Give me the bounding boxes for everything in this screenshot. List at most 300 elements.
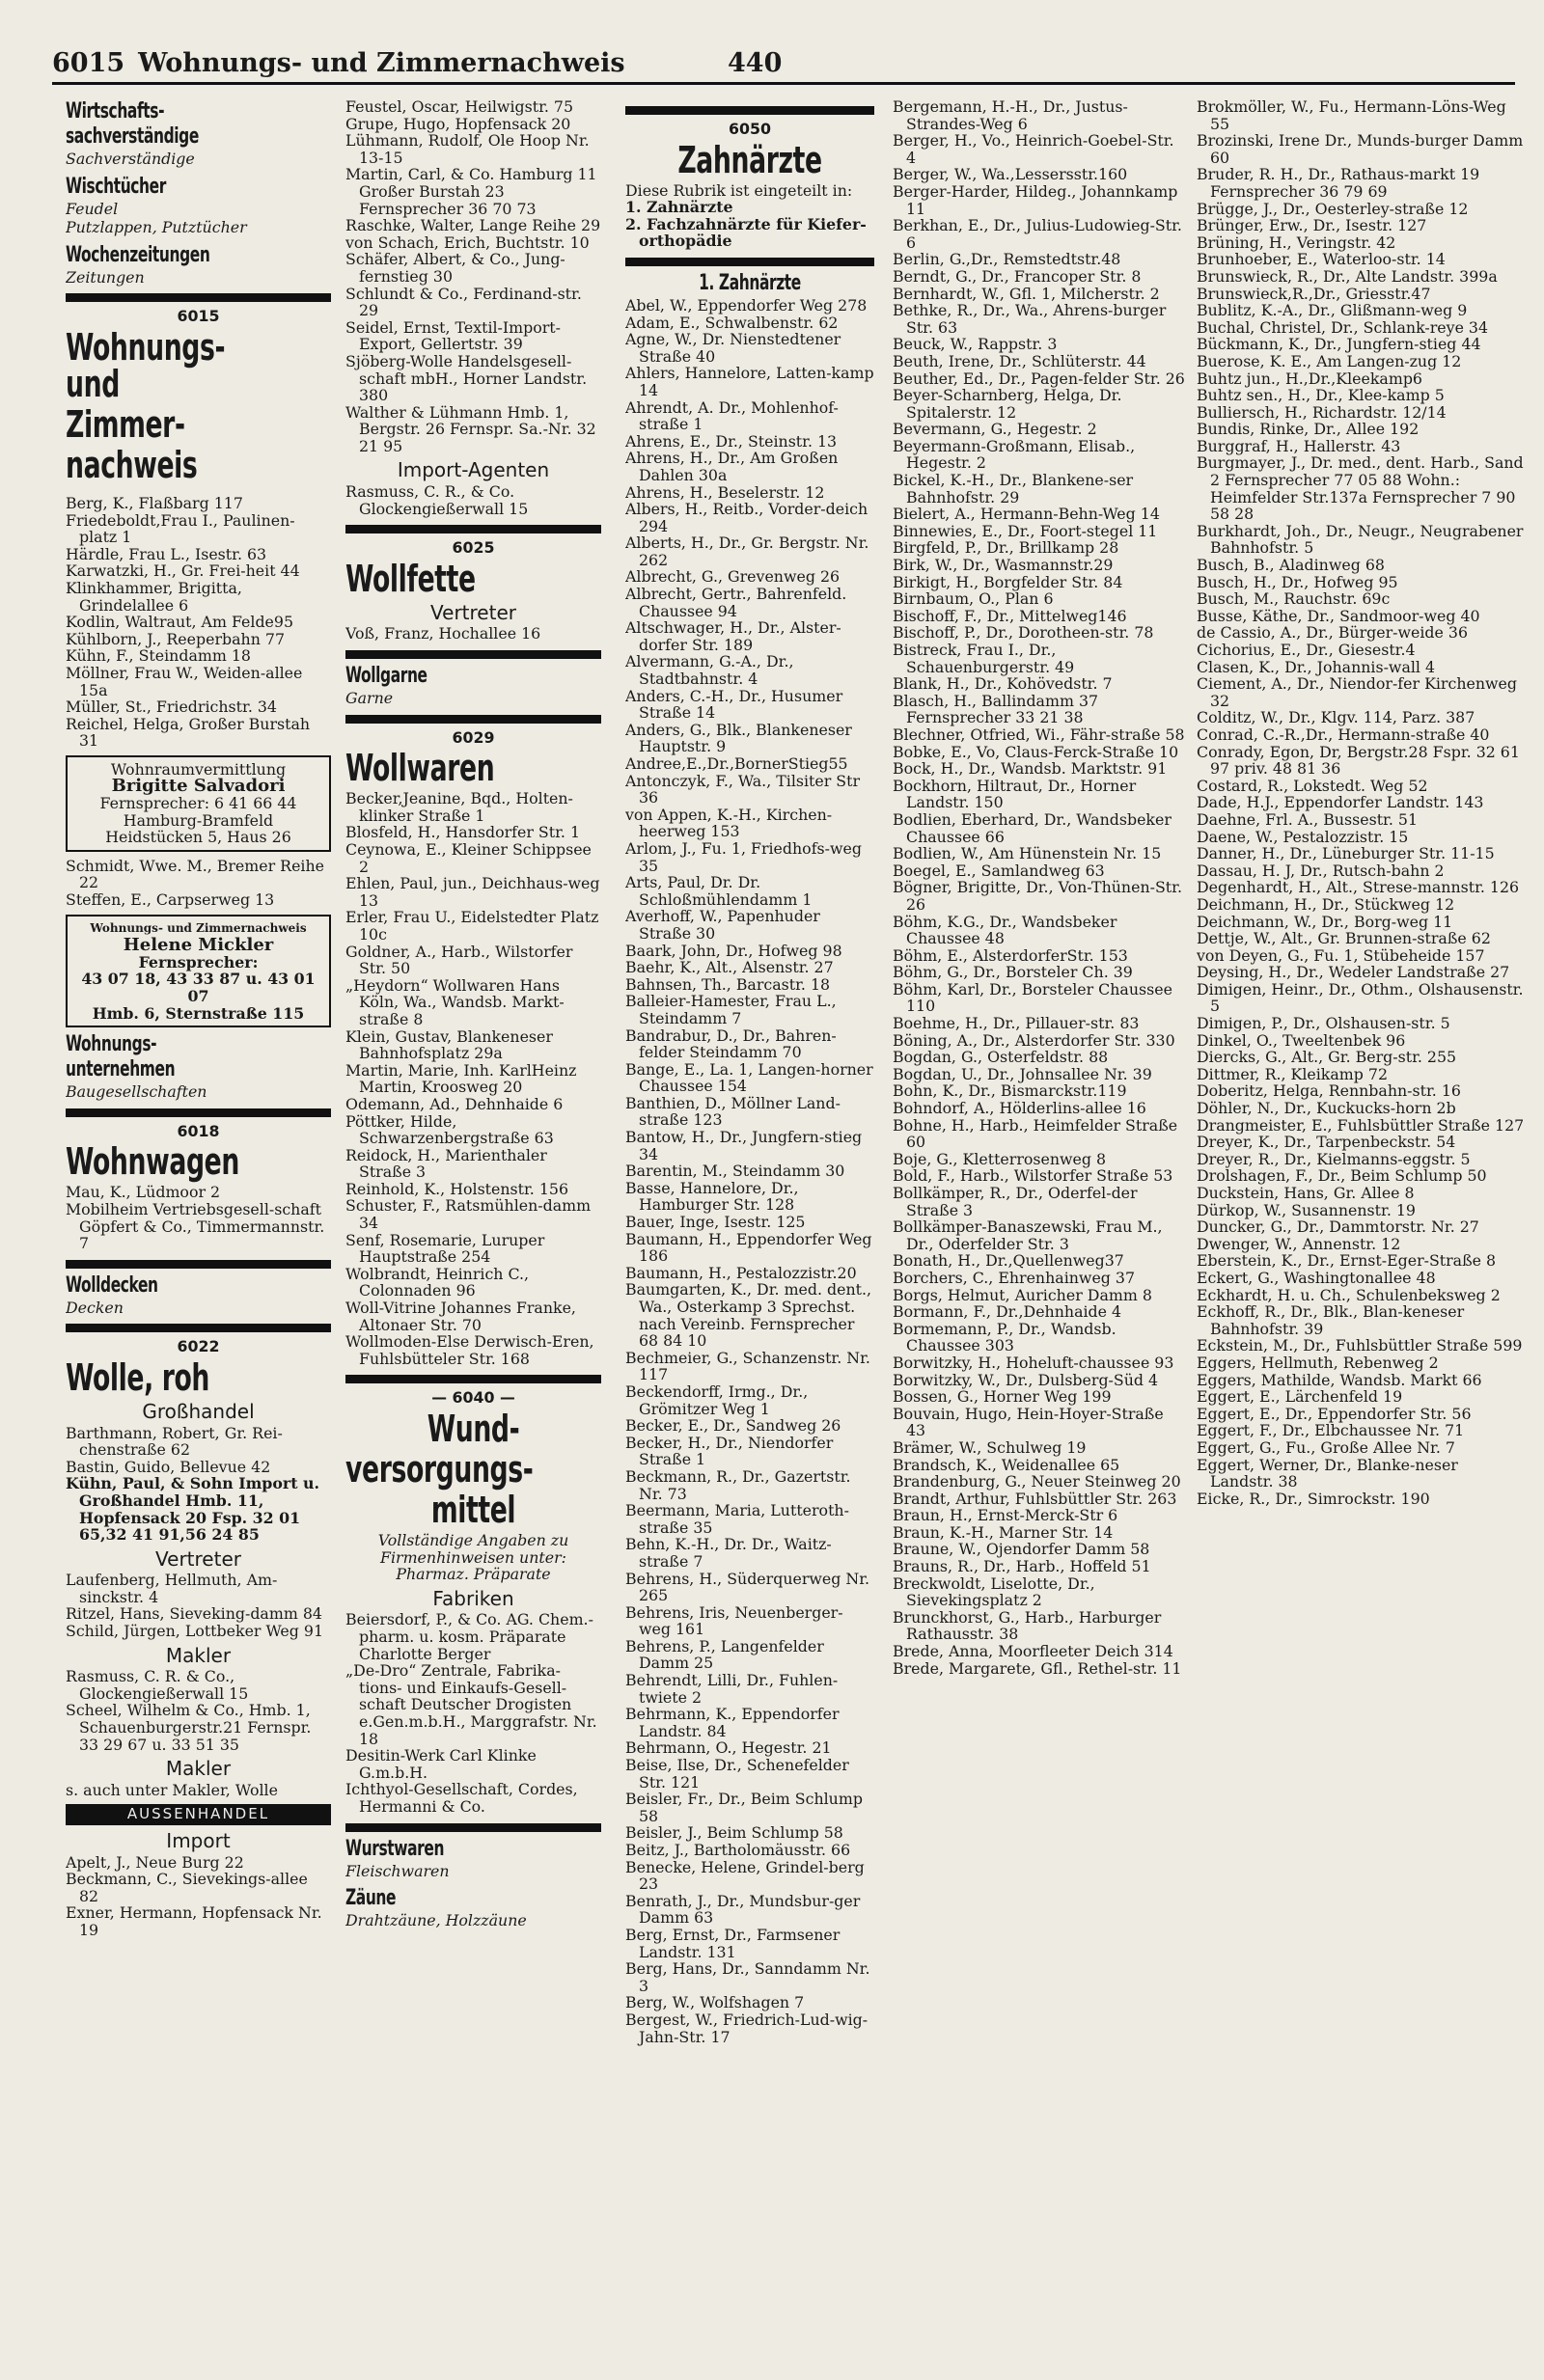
list-item: Ahrens, E., Dr., Steinstr. 13 — [625, 431, 838, 451]
list-item: Dimigen, Heinr., Dr., Othm., Olshausenstr. 5 — [1197, 979, 1524, 1016]
heading-wischtuecher: Wischtücher — [66, 174, 166, 199]
heading-wirtschafts: Wirtschafts- — [66, 99, 165, 123]
list-item: Brede, Margarete, Gfl., Rethel-str. 11 — [893, 1658, 1182, 1678]
subheading-import: Import — [166, 1829, 231, 1852]
list-item: Brozinski, Irene Dr., Munds-burger Damm 60 — [1197, 131, 1524, 167]
list-item: Dassau, H. J, Dr., Rutsch-bahn 2 — [1197, 861, 1445, 880]
list-item: Bauer, Inge, Isestr. 125 — [625, 1213, 806, 1232]
subheading-vertreter: Vertreter — [155, 1546, 241, 1571]
list-item: Apelt, J., Neue Burg 22 — [66, 1852, 244, 1872]
list-item: Möllner, Frau W., Weiden-allee 15a — [66, 663, 303, 699]
list-item: Bohn, K., Dr., Bismarckstr.119 — [893, 1081, 1127, 1101]
list-item: Böhm, K.G., Dr., Wandsbeker Chaussee 48 — [893, 912, 1117, 948]
list-item: Boegel, E., Samlandweg 63 — [893, 861, 1105, 880]
heading-wund: Wund- — [427, 1408, 520, 1450]
heading-wurstwaren: Wurstwaren — [345, 1836, 445, 1861]
list-item: Brokmöller, W., Fu., Hermann-Löns-Weg 55 — [1197, 98, 1506, 133]
list-item: Borwitzky, W., Dr., Dulsberg-Süd 4 — [893, 1370, 1159, 1389]
list-item: Klein, Gustav, Blankeneser Bahnhofsplatz 29a — [345, 1026, 553, 1063]
list-item: Brünger, Erw., Dr., Isestr. 127 — [1197, 216, 1427, 235]
list-item: Brunhoeber, E., Waterloo-str. 14 — [1197, 250, 1446, 269]
list-item: Basse, Hannelore, Dr., Hamburger Str. 128 — [625, 1178, 799, 1215]
list-item: Becker, E., Dr., Sandweg 26 — [625, 1416, 841, 1436]
list-item: Bernhardt, W., Gfl. 1, Milcherstr. 2 — [893, 284, 1160, 303]
subheading: Decken — [66, 1298, 124, 1317]
advert-line: Fernsprecher: 6 41 66 44 — [99, 794, 297, 813]
list-item: Buchal, Christel, Dr., Schlank-reye 34 — [1197, 317, 1489, 337]
list-item: Birnbaum, O., Plan 6 — [893, 589, 1054, 609]
list-item: Beermann, Maria, Lutteroth-straße 35 — [625, 1501, 849, 1537]
list-item: Eckert, G., Washingtonallee 48 — [1197, 1268, 1436, 1287]
heading-wochenzeitungen: Wochenzeitungen — [66, 242, 210, 267]
list-item: Odemann, Ad., Dehnhaide 6 — [345, 1094, 564, 1113]
section-number: 6015 — [177, 307, 220, 326]
list-item: Dreyer, R., Dr., Kielmanns-eggstr. 5 — [1197, 1149, 1471, 1168]
heading-wohnungsunternehmen: Wohnungs- — [66, 1032, 157, 1057]
list-item: Beuth, Irene, Dr., Schlüterstr. 44 — [893, 351, 1146, 370]
list-item: Berger, H., Vo., Heinrich-Goebel-Str. 4 — [893, 131, 1174, 167]
list-item: Bevermann, G., Hegestr. 2 — [893, 420, 1097, 439]
list-item: Braune, W., Ojendorfer Damm 58 — [893, 1540, 1150, 1559]
list-item: Brunckhorst, G., Harb., Harburger Rathausstr. 38 — [893, 1607, 1162, 1644]
list-item: Schlundt & Co., Ferdinand-str. 29 — [345, 284, 582, 320]
list-item: Rasmuss, C. R. & Co., Glockengießerwall 15 — [66, 1667, 249, 1703]
list-item: Bold, F., Harb., Wilstorfer Straße 53 — [893, 1166, 1173, 1186]
list-item: Braun, H., Ernst-Merck-Str 6 — [893, 1506, 1118, 1525]
list-item: Burgmayer, J., Dr. med., dent. Harb., Sand 2 Fernsprecher 77 05 88 Wohn.: Heimfelder Str.137a Fernsprecher 7 90 58 28 — [1197, 453, 1524, 524]
list-item: Ichthyol-Gesellschaft, Cordes, Hermanni & Co. — [345, 1780, 578, 1816]
list-item: Brandsch, K., Weidenallee 65 — [893, 1455, 1120, 1474]
heading-wollgarne: Wollgarne — [345, 664, 427, 689]
list-item: Exner, Hermann, Hopfensack Nr. 19 — [66, 1903, 322, 1939]
advert-salvadori — [66, 755, 331, 852]
list-item: Behrens, P., Langenfelder Damm 25 — [625, 1636, 824, 1673]
list-item: von Appen, K.-H., Kirchen-heerweg 153 — [625, 805, 833, 841]
list-item: Baumgarten, K., Dr. med. dent., Wa., Osterkamp 3 Sprechst. nach Vereinb. Fernsprecher 68 84 10 — [625, 1280, 872, 1351]
list-item: Reidock, H., Marienthaler Straße 3 — [345, 1145, 547, 1182]
list-item: Bischoff, F., Dr., Mittelweg146 — [893, 606, 1127, 625]
heading-zimmer: Zimmer- — [66, 402, 185, 446]
advert-name: Helene Mickler — [123, 935, 274, 956]
section-number: 6018 — [177, 1121, 220, 1140]
list-item: Bodlien, W., Am Hünenstein Nr. 15 — [893, 844, 1162, 863]
list-item: Boehme, H., Dr., Pillauer-str. 83 — [893, 1014, 1140, 1033]
heading-wollfette: Wollfette — [345, 557, 476, 600]
list-item: Behrens, H., Süderquerweg Nr. 265 — [625, 1569, 870, 1605]
list-item: Eckhardt, H. u. Ch., Schulenbeksweg 2 — [1197, 1285, 1501, 1304]
section-number: 6050 — [729, 120, 771, 138]
subheading-makler: Makler — [165, 1643, 232, 1667]
list-item: Bandrabur, D., Dr., Bahren-felder Steindamm 70 — [625, 1026, 837, 1062]
list-item: Birkigt, H., Borgfelder Str. 84 — [893, 572, 1123, 591]
list-item: Albrecht, G., Grevenweg 26 — [625, 567, 841, 587]
list-item: von Schach, Erich, Buchtstr. 10 — [345, 233, 590, 252]
advert-name: Brigitte Salvadori — [111, 776, 286, 797]
column-5 — [1197, 98, 1525, 2366]
list-item: Bickel, K.-H., Dr., Blankene-ser Bahnhofstr. 29 — [893, 471, 1134, 506]
list-item: Beuck, W., Rappstr. 3 — [893, 335, 1058, 354]
list-item: Albrecht, Gertr., Bahrenfeld. Chaussee 94 — [625, 585, 847, 620]
list-item: Cichorius, E., Dr., Giesestr.4 — [1197, 641, 1416, 659]
list-item: Bohndorf, A., Hölderlins-allee 16 — [893, 1099, 1146, 1118]
list-item: Drangmeister, E., Fuhlsbüttler Straße 127 — [1197, 1115, 1525, 1135]
divider — [66, 1260, 331, 1269]
heading-wohnwagen: Wohnwagen — [66, 1140, 239, 1184]
list-item: Banthien, D., Möllner Land-straße 123 — [625, 1093, 841, 1130]
list-item: Balleier-Hamester, Frau L., Steindamm 7 — [625, 992, 837, 1027]
list-item: Burggraf, H., Hallerstr. 43 — [1197, 436, 1401, 455]
list-item: Bange, E., La. 1, Langen-horner Chaussee 154 — [625, 1059, 873, 1096]
subheading: Baugesellschaften — [66, 1082, 207, 1102]
section-number: 6022 — [177, 1337, 220, 1356]
heading-wolle-roh: Wolle, roh — [66, 1355, 210, 1399]
list-item: Pöttker, Hilde, Schwarzenbergstraße 63 — [345, 1111, 554, 1148]
page-number: 440 — [728, 48, 783, 78]
divider — [345, 1823, 601, 1832]
list-item: Busse, Käthe, Dr., Sandmoor-weg 40 — [1197, 606, 1480, 625]
entries-list — [345, 98, 601, 454]
list-item: Brandt, Arthur, Fuhlsbüttler Str. 263 — [893, 1489, 1177, 1508]
heading-wolldecken: Wolldecken — [66, 1272, 158, 1298]
list-item: Averhoff, W., Papenhuder Straße 30 — [625, 907, 820, 943]
list-item: Anders, G., Blk., Blankeneser Hauptstr. 9 — [625, 720, 852, 756]
list-item: Borgs, Helmut, Auricher Damm 8 — [893, 1285, 1152, 1304]
list-item: Brunswieck,R.,Dr., Griesstr.47 — [1197, 284, 1431, 303]
list-item: Reinhold, K., Holstenstr. 156 — [345, 1179, 569, 1198]
list-item: Ahrendt, A. Dr., Mohlenhof-straße 1 — [625, 397, 839, 434]
list-item: Müller, St., Friedrichstr. 34 — [66, 698, 277, 717]
heading-1-zahnaerzte: 1. Zahnärzte — [699, 270, 801, 295]
list-item: Voß, Franz, Hochallee 16 — [345, 624, 541, 643]
list-item: Bögner, Brigitte, Dr., Von-Thünen-Str. 26 — [893, 878, 1182, 914]
list-item: Schild, Jürgen, Lottbeker Weg 91 — [66, 1622, 324, 1641]
list-item: Behrens, Iris, Neuenberger-weg 161 — [625, 1602, 843, 1639]
list-item: Adam, E., Schwalbenstr. 62 — [625, 313, 839, 332]
list-item: Laufenberg, Hellmuth, Am-sinckstr. 4 — [66, 1571, 278, 1606]
list-item: Wolbrandt, Heinrich C., Colonnaden 96 — [345, 1264, 530, 1300]
list-item: Böning, A., Dr., Alsterdorfer Str. 330 — [893, 1030, 1175, 1050]
list-item: Bossen, G., Horner Weg 199 — [893, 1387, 1112, 1407]
divider — [66, 1324, 331, 1332]
list-item: Baumann, H., Pestalozzistr.20 — [625, 1263, 857, 1282]
list-item: Bogdan, U., Dr., Johnsallee Nr. 39 — [893, 1064, 1152, 1083]
list-item: Becker, H., Dr., Niendorfer Straße 1 — [625, 1433, 834, 1469]
section-number: 6025 — [452, 538, 495, 558]
list-item: Karwatzki, H., Gr. Frei-heit 44 — [66, 561, 300, 581]
list-item: Dimigen, P., Dr., Olshausen-str. 5 — [1197, 1014, 1450, 1033]
list-item: Eckstein, M., Dr., Fuhlsbüttler Straße 599 — [1197, 1336, 1523, 1355]
list-item: Bergest, W., Friedrich-Lud-wig-Jahn-Str. 17 — [625, 2010, 868, 2046]
list-item: Bohne, H., Harb., Heimfelder Straße 60 — [893, 1115, 1178, 1152]
list-item: Ahrens, H., Dr., Am Großen Dahlen 30a — [625, 449, 839, 484]
list-item: Behrmann, K., Eppendorfer Landstr. 84 — [625, 1705, 840, 1740]
list-item: Beiersdorf, P., & Co. AG. Chem.-pharm. u. kosm. Präparate Charlotte Berger — [345, 1610, 593, 1663]
note-item: 1. Zahnärzte — [625, 198, 733, 217]
list-item: Buhtz jun., H.,Dr.,Kleekamp6 — [1197, 369, 1422, 388]
list-item: Bückmann, K., Dr., Jungfern-stieg 44 — [1197, 335, 1481, 354]
list-item: Baehr, K., Alt., Alsenstr. 27 — [625, 958, 834, 977]
list-item: Danner, H., Dr., Lüneburger Str. 11-15 — [1197, 844, 1495, 863]
list-item: Alberts, H., Dr., Gr. Bergstr. Nr. 262 — [625, 533, 869, 569]
advert-line: Fernsprecher: — [138, 952, 259, 971]
list-item: Böhm, G., Dr., Borsteler Ch. 39 — [893, 963, 1133, 982]
column-3 — [625, 98, 874, 2366]
list-item: Feustel, Oscar, Heilwigstr. 75 — [345, 98, 574, 116]
list-item: Bruder, R. H., Dr., Rathaus-markt 19 Fernsprecher 36 79 69 — [1197, 165, 1480, 201]
list-item: Conrady, Egon, Dr, Bergstr.28 Fspr. 32 61 97 priv. 48 81 36 — [1197, 742, 1520, 779]
entries-list — [345, 790, 601, 1367]
list-item: Dade, H.J., Eppendorfer Landstr. 143 — [1197, 793, 1484, 812]
subheading: Zeitungen — [66, 267, 145, 287]
list-item: Boje, G., Kletterrosenweg 8 — [893, 1149, 1107, 1168]
list-item: Bischoff, P., Dr., Dorotheen-str. 78 — [893, 623, 1154, 643]
list-item: Burkhardt, Joh., Dr., Neugr., Neugrabener Bahnhofstr. 5 — [1197, 521, 1524, 558]
list-item: Brämer, W., Schulweg 19 — [893, 1437, 1087, 1457]
list-item: Anders, C.-H., Dr., Husumer Straße 14 — [625, 686, 843, 723]
list-item: Martin, Carl, & Co. Hamburg 11 Großer Burstah 23 Fernsprecher 36 70 73 — [345, 165, 597, 218]
list-item: Schmidt, Wwe. M., Bremer Reihe 22 — [66, 856, 324, 892]
subheading: Feudel — [66, 199, 119, 218]
advert-line: Heidstücken 5, Haus 26 — [105, 828, 291, 847]
list-item: Walther & Lühmann Hmb. 1, Bergstr. 26 Fernspr. Sa.-Nr. 32 21 95 — [345, 402, 596, 455]
list-item: Degenhardt, H., Alt., Strese-mannstr. 126 — [1197, 878, 1520, 897]
list-item: Bormemann, P., Dr., Wandsb. Chaussee 303 — [893, 1319, 1117, 1355]
list-item: Diercks, G., Alt., Gr. Berg-str. 255 — [1197, 1048, 1457, 1067]
divider — [625, 258, 874, 266]
note-item: 2. Fachzahnärzte für Kiefer-orthopädie — [625, 214, 867, 251]
cross-reference: s. auch unter Makler, Wolle — [66, 1780, 278, 1799]
list-item: Kühn, F., Steindamm 18 — [66, 646, 251, 666]
list-item: Lühmann, Rudolf, Ole Hoop Nr. 13-15 — [345, 131, 590, 167]
list-item: Becker,Jeanine, Bqd., Holten-klinker Straße 1 — [345, 789, 573, 825]
note: Diese Rubrik ist eingeteilt in: — [625, 180, 853, 200]
list-item: Ahlers, Hannelore, Latten-kamp 14 — [625, 364, 874, 399]
heading-wohnungs: Wohnungs- und — [66, 325, 226, 405]
list-item: Deichmann, H., Dr., Stückweg 12 — [1197, 894, 1455, 914]
divider — [66, 293, 331, 302]
list-item: Schäfer, Albert, & Co., Jung-fernstieg 30 — [345, 250, 565, 286]
heading-zahnaerzte: Zahnärzte — [677, 138, 822, 181]
list-item: Beckmann, R., Dr., Gazertstr. Nr. 73 — [625, 1466, 851, 1503]
list-item: Beyermann-Großmann, Elisab., Hegestr. 2 — [893, 436, 1136, 473]
list-item: Ahrens, H., Beselerstr. 12 — [625, 482, 825, 502]
list-item: Berndt, G., Dr., Francoper Str. 8 — [893, 266, 1142, 286]
list-item: Brüning, H., Veringstr. 42 — [1197, 233, 1396, 252]
heading-zaeune: Zäune — [345, 1886, 397, 1911]
list-item: Erler, Frau U., Eidelstedter Platz 10c — [345, 908, 599, 944]
list-item: Brauns, R., Dr., Harb., Hoffeld 51 — [893, 1557, 1151, 1576]
list-item: Kühn, Paul, & Sohn Import u. Großhandel Hmb. 11, Hopfensack 20 Fsp. 32 01 65,32 41 91,56 24 85 — [66, 1474, 319, 1545]
list-item: Böhm, Karl, Dr., Borsteler Chaussee 110 — [893, 979, 1172, 1016]
list-item: Eggert, E., Lärchenfeld 19 — [1197, 1387, 1403, 1407]
subheading-fabriken: Fabriken — [432, 1586, 514, 1610]
list-item: Beisler, Fr., Dr., Beim Schlump 58 — [625, 1790, 863, 1825]
list-item: Deichmann, W., Dr., Borg-weg 11 — [1197, 912, 1453, 931]
list-item: Andree,E.,Dr.,BornerStieg55 — [625, 754, 848, 773]
list-item: Eggers, Hellmuth, Rebenweg 2 — [1197, 1353, 1439, 1372]
list-item: Arts, Paul, Dr. Dr. Schloßmühlendamm 1 — [625, 873, 813, 909]
list-item: Colditz, W., Dr., Klgv. 114, Parz. 387 — [1197, 708, 1475, 727]
list-item: Daehne, Frl. A., Bussestr. 51 — [1197, 809, 1419, 829]
list-item: Agne, W., Dr. Nienstedtener Straße 40 — [625, 330, 841, 366]
list-item: Eicke, R., Dr., Simrockstr. 190 — [1197, 1489, 1430, 1508]
list-item: Drolshagen, F., Dr., Beim Schlump 50 — [1197, 1166, 1487, 1186]
list-item: Busch, M., Rauchstr. 69c — [1197, 589, 1391, 609]
list-item: Doberitz, Helga, Rennbahn-str. 16 — [1197, 1081, 1461, 1101]
list-item: Barthmann, Robert, Gr. Rei-chenstraße 62 — [66, 1423, 283, 1460]
divider — [625, 106, 874, 115]
list-item: Clasen, K., Dr., Johannis-wall 4 — [1197, 657, 1436, 676]
divider — [345, 1375, 601, 1383]
list-item: Bastin, Guido, Bellevue 42 — [66, 1457, 271, 1476]
advert-line: 43 07 18, 43 33 87 u. 43 01 07 — [81, 970, 316, 1005]
list-item: Blosfeld, H., Hansdorfer Str. 1 — [345, 823, 581, 842]
list-item: Birgfeld, P., Dr., Brillkamp 28 — [893, 538, 1119, 558]
list-item: Senf, Rosemarie, Luruper Hauptstraße 254 — [345, 1230, 545, 1267]
advert-mickler — [66, 915, 331, 1028]
list-item: Ehlen, Paul, jun., Deichhaus-weg 13 — [345, 874, 600, 910]
list-item: Berger-Harder, Hildeg., Johannkamp 11 — [893, 181, 1178, 218]
list-item: Ceynowa, E., Kleiner Schippsee 2 — [345, 840, 592, 876]
section-number: 6029 — [452, 727, 495, 747]
list-item: Sjöberg-Wolle Handelsgesell-schaft mbH., Horner Landstr. 380 — [345, 351, 588, 405]
advert-line: Wohnungs- und Zimmernachweis — [90, 920, 307, 935]
list-item: Bulliersch, H., Richardstr. 12/14 — [1197, 402, 1447, 422]
divider — [66, 1108, 331, 1117]
list-item: Daene, W., Pestalozzistr. 15 — [1197, 827, 1409, 846]
list-item: Behn, K.-H., Dr. Dr., Waitz-straße 7 — [625, 1535, 832, 1571]
list-item: Brandenburg, G., Neuer Steinweg 20 — [893, 1472, 1181, 1491]
list-item: Birk, W., Dr., Wasmannstr.29 — [893, 556, 1114, 575]
column-4 — [893, 98, 1187, 2366]
list-item: Scheel, Wilhelm & Co., Hmb. 1, Schauenburgerstr.21 Fernspr. 33 29 67 u. 33 51 35 — [66, 1701, 312, 1754]
list-item: Antonczyk, F., Wa., Tilsiter Str 36 — [625, 771, 861, 807]
list-item: Bouvain, Hugo, Hein-Hoyer-Straße 43 — [893, 1404, 1164, 1440]
list-item: Goldner, A., Harb., Wilstorfer Str. 50 — [345, 942, 573, 978]
list-item: Kühlborn, J., Reeperbahn 77 — [66, 629, 286, 648]
list-item: „Heydorn“ Wollwaren Hans Köln, Wa., Wandsb. Markt-straße 8 — [345, 975, 565, 1028]
list-item: Grupe, Hugo, Hopfensack 20 — [345, 114, 571, 133]
entries-list — [66, 495, 331, 750]
list-item: Bockhorn, Hiltraut, Dr., Horner Landstr. 150 — [893, 776, 1137, 812]
list-item: de Cassio, A., Dr., Bürger-weide 36 — [1197, 623, 1469, 643]
list-item: Bahnsen, Th., Barcastr. 18 — [625, 974, 831, 994]
list-item: Blasch, H., Ballindamm 37 Fernsprecher 33 21 38 — [893, 691, 1099, 727]
list-item: Böhm, E., AlsterdorferStr. 153 — [893, 945, 1128, 965]
list-item: Arlom, J., Fu. 1, Friedhofs-weg 35 — [625, 838, 862, 875]
list-item: Bogdan, G., Osterfeldstr. 88 — [893, 1048, 1109, 1067]
list-item: Borwitzky, H., Hoheluft-chaussee 93 — [893, 1353, 1174, 1372]
entries-list — [625, 297, 874, 2045]
list-item: Eggert, F., Dr., Elbchaussee Nr. 71 — [1197, 1421, 1465, 1440]
list-item: Berkhan, E., Dr., Julius-Ludowieg-Str. 6 — [893, 216, 1182, 252]
list-item: Bormann, F., Dr.,Dehnhaide 4 — [893, 1302, 1122, 1322]
list-item: Bock, H., Dr., Wandsb. Marktstr. 91 — [893, 759, 1168, 779]
list-item: Eggers, Mathilde, Wandsb. Markt 66 — [1197, 1370, 1482, 1389]
advert-line: Hamburg-Bramfeld — [123, 810, 274, 830]
list-item: Berlin, G.,Dr., Remstedtstr.48 — [893, 250, 1121, 269]
heading-versorgungs: versorgungs- — [345, 1448, 534, 1491]
note: Vollständige Angaben zu Firmenhinweisen unter: Pharmaz. Präparate — [377, 1531, 569, 1584]
heading-sachverstaendige: sachverständige — [66, 124, 199, 149]
entries-list — [893, 98, 1187, 1677]
list-item: Härdle, Frau L., Isestr. 63 — [66, 544, 267, 563]
column-1 — [66, 98, 331, 2366]
divider — [345, 525, 601, 533]
subheading: Sachverständige — [66, 150, 195, 168]
advert-line: Hmb. 6, Sternstraße 115 — [92, 1003, 305, 1023]
list-item: Dreyer, K., Dr., Tarpenbeckstr. 54 — [1197, 1133, 1456, 1152]
list-item: Buerose, K. E., Am Langen-zug 12 — [1197, 351, 1462, 370]
list-item: Friedeboldt,Frau I., Paulinen-platz 1 — [66, 510, 295, 547]
list-item: Dürkop, W., Susannenstr. 19 — [1197, 1200, 1416, 1219]
list-item: Bechmeier, G., Schanzenstr. Nr. 117 — [625, 1348, 870, 1384]
list-item: Reichel, Helga, Großer Burstah 31 — [66, 714, 311, 751]
list-item: Baark, John, Dr., Hofweg 98 — [625, 941, 842, 960]
list-item: Beise, Ilse, Dr., Schenefelder Str. 121 — [625, 1756, 849, 1792]
list-item: Conrad, C.-R.,Dr., Hermann-straße 40 — [1197, 725, 1490, 744]
list-item: Braun, K.-H., Marner Str. 14 — [893, 1522, 1114, 1542]
list-item: Brede, Anna, Moorfleeter Deich 314 — [893, 1642, 1173, 1661]
list-item: Abel, W., Eppendorfer Weg 278 — [625, 295, 868, 315]
band-aussenhandel: AUSSENHANDEL — [66, 1804, 331, 1825]
list-item: Busch, H., Dr., Hofweg 95 — [1197, 572, 1398, 591]
divider — [345, 715, 601, 724]
subheading: Drahtzäune, Holzzäune — [345, 1911, 527, 1930]
list-item: Bodlien, Eberhard, Dr., Wandsbeker Chaussee 66 — [893, 809, 1172, 846]
list-item: Berg, K., Flaßbarg 117 — [66, 493, 243, 512]
list-item: Ciement, A., Dr., Niendor-fer Kirchenweg 32 — [1197, 674, 1518, 710]
list-item: Berg, Ernst, Dr., Farmsener Landstr. 131 — [625, 1925, 841, 1961]
list-item: Busch, B., Aladinweg 68 — [1197, 556, 1385, 575]
list-item: Martin, Marie, Inh. KarlHeinz Martin, Kroosweg 20 — [345, 1060, 577, 1097]
heading-mittel: mittel — [430, 1489, 516, 1531]
list-item: Benrath, J., Dr., Mundsbur-ger Damm 63 — [625, 1891, 861, 1928]
list-item: Costard, R., Lokstedt. Weg 52 — [1197, 776, 1428, 795]
list-item: Brunswieck, R., Dr., Alte Landstr. 399a — [1197, 266, 1498, 286]
list-item: Binnewies, E., Dr., Foort-stegel 11 — [893, 521, 1158, 540]
list-item: Rasmuss, C. R., & Co. Glockengießerwall 15 — [345, 482, 529, 518]
list-item: Beitz, J., Bartholomäusstr. 66 — [625, 1841, 851, 1859]
subheading-vertreter: Vertreter — [430, 600, 516, 624]
list-item: Breckwoldt, Liselotte, Dr., Sievekingsplatz 2 — [893, 1573, 1095, 1610]
heading-wollwaren: Wollwaren — [345, 747, 495, 790]
list-item: Behrmann, O., Hegestr. 21 — [625, 1738, 832, 1758]
header-section-code: 6015 — [52, 48, 125, 78]
list-item: Bonath, H., Dr.,Quellenweg37 — [893, 1251, 1124, 1271]
subheading-import-agenten: Import-Agenten — [397, 458, 550, 482]
list-item: Mau, K., Lüdmoor 2 — [66, 1183, 221, 1202]
list-item: Deysing, H., Dr., Wedeler Landstraße 27 — [1197, 963, 1510, 982]
header-title: Wohnungs- und Zimmernachweis — [138, 48, 625, 78]
list-item: Eberstein, K., Dr., Ernst-Eger-Straße 8 — [1197, 1251, 1497, 1271]
list-item: Raschke, Walter, Lange Reihe 29 — [345, 216, 601, 235]
list-item: Bollkämper, R., Dr., Oderfel-der Straße 3 — [893, 1184, 1138, 1219]
entries-list — [345, 1611, 601, 1815]
list-item: Bethke, R., Dr., Wa., Ahrens-burger Str. 63 — [893, 301, 1167, 337]
list-item: Bublitz, K.-A., Dr., Glißmann-weg 9 — [1197, 301, 1468, 320]
list-item: Beckendorff, Irmg., Dr., Grömitzer Weg 1 — [625, 1381, 809, 1418]
column-2 — [345, 98, 601, 2366]
list-item: Albers, H., Reitb., Vorder-deich 294 — [625, 500, 868, 535]
list-item: Mobilheim Vertriebsgesell-schaft Göpfert & Co., Timmermannstr. 7 — [66, 1199, 325, 1253]
list-item: Dettje, W., Alt., Gr. Brunnen-straße 62 — [1197, 929, 1491, 948]
list-item: Beisler, J., Beim Schlump 58 — [625, 1823, 843, 1843]
list-item: Dittmer, R., Kleikamp 72 — [1197, 1064, 1389, 1083]
list-item: Steffen, E., Carpserweg 13 — [66, 890, 275, 910]
list-item: Duncker, G., Dr., Dammtorstr. Nr. 27 — [1197, 1217, 1479, 1237]
list-item: Wollmoden-Else Derwisch-Eren, Fuhlsbütteler Str. 168 — [345, 1332, 594, 1368]
